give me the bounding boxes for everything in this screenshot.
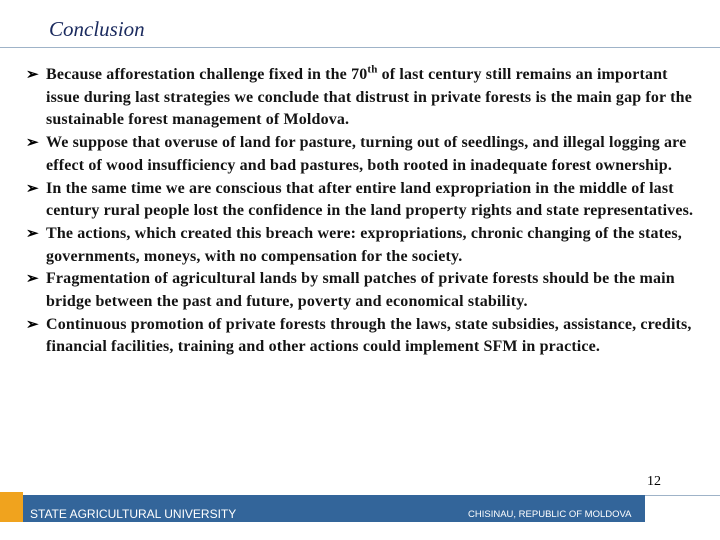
slide-title: Conclusion [49,17,145,41]
bullet-text: The actions, which created this breach were: expropriations, chronic changing of the states, governments, moneys, with no compensation for the society. [46,224,682,265]
arrow-bullet-icon: ➢ [26,135,39,152]
bullet-item [24,178,704,223]
page-number: 12 [647,474,661,489]
bullet-item [24,64,704,132]
bullet-item [24,268,704,313]
footer-university: STATE AGRICULTURAL UNIVERSITY [30,507,237,521]
arrow-bullet-icon: ➢ [26,271,39,288]
arrow-bullet-icon: ➢ [26,316,39,333]
bullet-text: We suppose that overuse of land for pasture, turning out of seedlings, and illegal logging are effect of wood insufficiency and bad pastures, both rooted in inadequate forest ownership. [46,134,687,174]
bullet-text: In the same time we are conscious that after entire land expropriation in the middle of last century rural people lost the confidence in the land property rights and state representatives. [46,179,694,220]
bullet-text: Fragmentation of agricultural lands by small patches of private forests should be the main bridge between the past and future, poverty and economical stability. [46,270,675,311]
arrow-bullet-icon: ➢ [26,225,39,242]
bullet-text: Because afforestation challenge fixed in the 70th of last century still remains an important issue during last strategies we conclude that distrust in private forests is the main gap for the sustainable forest management of Moldova. [46,63,692,129]
bullet-item [24,314,704,359]
arrow-bullet-icon: ➢ [26,67,39,83]
arrow-bullet-icon: ➢ [26,180,39,197]
bullet-item [24,132,704,177]
footer-accent-block [0,492,23,522]
bullet-item [24,223,704,268]
bullet-list [24,64,704,359]
bullet-text: Continuous promotion of private forests through the laws, state subsidies, assistance, credits, financial facilities, training and other actions could implement SFM in practice. [46,315,692,356]
footer-location: CHISINAU, REPUBLIC OF MOLDOVA [468,509,632,520]
footer-divider [645,495,720,496]
title-divider [0,47,720,48]
